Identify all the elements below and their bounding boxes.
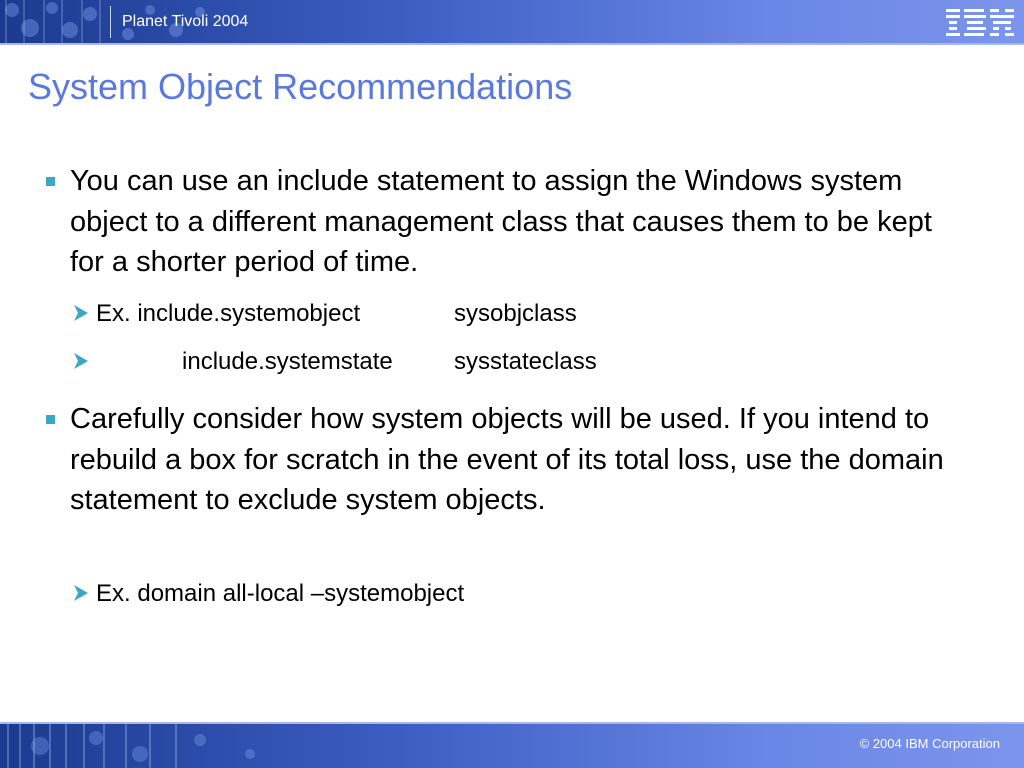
sub-bullet-value: sysstateclass: [454, 348, 597, 375]
square-bullet-icon: [46, 415, 55, 424]
copyright-text: © 2004 IBM Corporation: [859, 736, 1000, 751]
bullet-text: Carefully consider how system objects will be used. If you intend to rebuild a box for scratch in the event of its total loss, use the domain statement to exclude system objects.: [70, 403, 944, 516]
sub-bullet-value: sysobjclass: [454, 300, 577, 327]
ibm-logo-icon: [944, 6, 1016, 38]
header-divider: [110, 6, 111, 38]
footer-band: [0, 724, 1024, 768]
header-title: Planet Tivoli 2004: [122, 13, 249, 30]
sub-bullet-text: Ex. include.systemobject: [96, 300, 361, 327]
bullet-text: You can use an include statement to assign the Windows system object to a different management class that causes them to be kept for a shorter period of time.: [70, 165, 932, 278]
bullet-item: [46, 161, 946, 283]
sub-bullet-text: Ex. domain all-local –systemobject: [96, 580, 465, 607]
footer-decoration: [0, 724, 330, 768]
bullet-item: [46, 399, 946, 521]
arrow-bullet-icon: [72, 582, 92, 604]
slide-title: System Object Recommendations: [28, 66, 573, 107]
sub-bullet-text: include.systemstate: [142, 348, 393, 375]
header-rule: [0, 43, 1024, 45]
arrow-bullet-icon: [72, 302, 92, 324]
header-band: [0, 0, 1024, 43]
arrow-bullet-icon: [72, 350, 92, 372]
square-bullet-icon: [46, 177, 55, 186]
